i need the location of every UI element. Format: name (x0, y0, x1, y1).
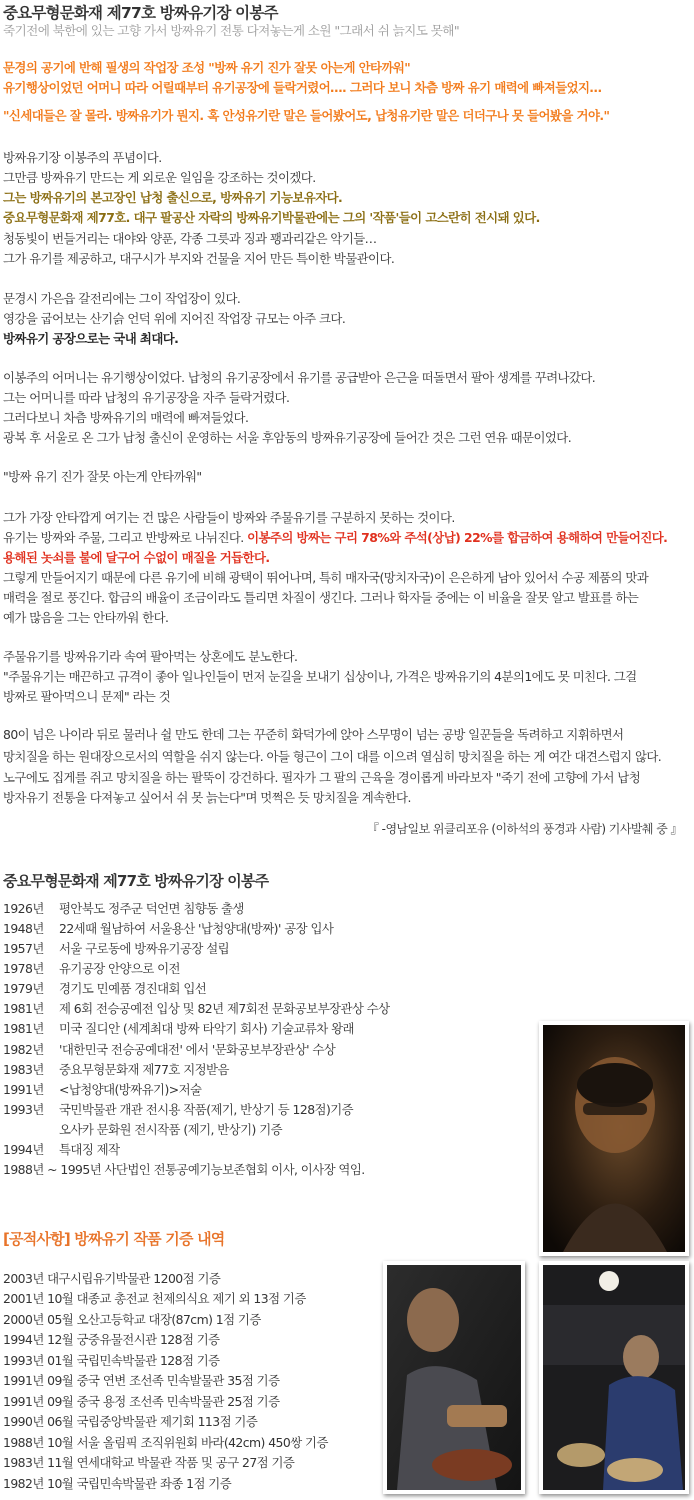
history-text: <납청양대(방짜유기)>저술 (59, 1082, 202, 1097)
p5-line (3, 528, 667, 548)
history-text: 특대징 제작 (59, 1142, 120, 1157)
history-text: '대한민국 전승공예대전' 에서 '문화공보부장관상' 수상 (59, 1042, 336, 1057)
history-text: 22세때 월남하여 서울용산 '납청양대(방짜)' 공장 입사 (59, 921, 334, 936)
p1-line: 방짜유기장 이봉주의 푸념이다. (3, 150, 162, 165)
history-row (3, 959, 180, 979)
history-row (3, 1120, 282, 1140)
history-text: 미국 질디안 (세계최대 방짜 타악기 회사) 기술교류차 왕래 (59, 1021, 354, 1036)
history-text: 서울 구로동에 방짜유기공장 설립 (59, 941, 230, 956)
donation-row: 1983년 11월 연세대학교 박물관 작품 및 공구 27점 기증 (3, 1455, 295, 1470)
p5-line-normal: 유기는 방짜와 주물, 그리고 반방짜로 나뉘진다. (3, 530, 248, 545)
history-row (3, 939, 229, 959)
article-source: 『 -영남일보 위클리포유 (이하석의 풍경과 사람) 기사발췌 중 』 (366, 822, 682, 836)
history-row (3, 1100, 353, 1120)
p5-line: 그렇게 만들어지기 때문에 다른 유기에 비해 광택이 뛰어나며, 특히 매자국(망치자국)이 은은하게 남아 있어서 수공 제품의 맛과 (3, 570, 649, 585)
p3-line: 이봉주의 어머니는 유기행상이었다. 납청의 유기공장에서 유기를 공급받아 은근을 떠돌면서 팔아 생계를 꾸려나갔다. (3, 370, 596, 385)
p6-line: "주물유기는 매끈하고 규격이 좋아 일나인들이 먼저 눈길을 보내기 십상이나, 가격은 방짜유기의 4분의1에도 못 미친다. 그걸 (3, 669, 637, 684)
donation-row: 2003년 대구시립유기박물관 1200점 기증 (3, 1271, 221, 1286)
history-year: 1983년 (3, 1062, 44, 1077)
lead-quote: "신세대들은 잘 몰라. 방짜유기가 뭔지. 혹 안성유기란 말은 들어봤어도, 납청유기란 말은 더더구나 못 들어봤을 거야." (3, 108, 610, 123)
history-text: 유기공장 안양으로 이전 (59, 961, 180, 976)
history-text: 제 6회 전승공예전 입상 및 82년 제7회전 문화공보부장관상 수상 (59, 1001, 390, 1016)
donation-row: 1991년 09월 중국 연변 조선족 민속발물관 35점 기증 (3, 1373, 280, 1388)
lead-line-1: 문경의 공기에 반해 필생의 작업장 조성 "방짜 유기 진가 잘못 아는게 안타까워" (3, 60, 411, 75)
history-row (3, 919, 333, 939)
portrait-photo (539, 1021, 689, 1256)
p7-line: 80이 넘은 나이라 뒤로 물러나 쉴 만도 한데 그는 꾸준히 화덕가에 앉아 스무명이 넘는 공방 일꾼들을 독려하고 지휘하면서 (3, 727, 624, 742)
p5-line-red: 이봉주의 방짜는 구리 78%와 주석(상납) 22%를 합금하여 용해하여 만들어진다. (247, 530, 668, 545)
craftsman-image-1 (387, 1265, 521, 1490)
lead-line-2: 유기행상이었던 어머니 따라 어릴때부터 유기공장에 들락거렸어…. 그러다 보니 차츰 방짜 유기 매력에 빠져들었지… (3, 80, 602, 95)
history-row (3, 1060, 229, 1080)
craftsman-photo-2 (539, 1261, 689, 1494)
p2-line: 문경시 가은읍 갈전리에는 그이 작업장이 있다. (3, 291, 241, 306)
donation-row: 1991년 09월 중국 용정 조선족 민속박물관 25점 기증 (3, 1394, 280, 1409)
history-text: 국민박물관 개관 전시용 작품(제기, 반상기 등 128점)기증 (59, 1102, 354, 1117)
history-text: 평안북도 정주군 덕언면 침향동 출생 (59, 901, 244, 916)
donation-row: 2000년 05월 오산고등학교 대장(87cm) 1점 기증 (3, 1312, 261, 1327)
p1-line-highlight: 그는 방짜유기의 본고장인 납청 출신으로, 방짜유기 기능보유자다. (3, 190, 343, 205)
history-row-last: 1988년 ~ 1995년 사단법인 전통공예기능보존협회 이사, 이사장 역임. (3, 1162, 365, 1177)
history-year: 1926년 (3, 901, 44, 916)
p5-line-red: 용해된 놋쇠를 불에 달구어 수없이 매질을 거듭한다. (3, 550, 270, 565)
p4-quote: "방짜 유기 진가 잘못 아는게 안타까워" (3, 469, 202, 484)
p5-line: 매력을 절로 풍긴다. 합금의 배율이 조금이라도 틀리면 차질이 생긴다. 그러나 학자들 중에는 이 비율을 잘못 알고 발표를 하는 (3, 590, 639, 605)
history-year: 1981년 (3, 1021, 44, 1036)
history-row (3, 899, 244, 919)
p5-line: 그가 가장 안타깝게 여기는 건 많은 사람들이 방짜와 주물유기를 구분하지 못하는 것이다. (3, 510, 455, 525)
history-year: 1948년 (3, 921, 44, 936)
history-heading: 중요무형문화재 제77호 방짜유기장 이봉주 (3, 872, 269, 890)
p6-line: 방짜로 팔아먹으니 문제" 라는 것 (3, 689, 171, 704)
page-title: 중요무형문화재 제77호 방짜유기장 이봉주 (3, 4, 278, 22)
p3-line: 광복 후 서울로 온 그가 납청 출신이 운영하는 서울 후암동의 방짜유기공장에 들어간 것은 그런 연유 때문이었다. (3, 430, 572, 445)
page-subtitle: 죽기전에 북한에 있는 고향 가서 방짜유기 전통 다져놓는게 소원 "그래서 쉬 늙지도 못해" (3, 23, 460, 38)
donations-heading: [공적사항] 방짜유기 작품 기증 내역 (3, 1230, 225, 1248)
history-row (3, 979, 206, 999)
donation-row: 1993년 01월 국립민속박물관 128점 기증 (3, 1353, 220, 1368)
donation-row: 1982년 10월 국립민속박물관 좌종 1점 기증 (3, 1476, 232, 1491)
history-year: 1957년 (3, 941, 44, 956)
history-text: 오사카 문화원 전시작품 (제기, 반상기) 기증 (59, 1122, 283, 1137)
p1-line: 그만큼 방짜유기 만드는 게 외로운 일임을 강조하는 것이겠다. (3, 170, 316, 185)
p2-line-highlight: 방짜유기 공장으로는 국내 최대다. (3, 331, 179, 346)
history-year: 1978년 (3, 961, 44, 976)
p7-line: 망치질을 하는 원대장으로서의 역할을 쉬지 않는다. 아들 형근이 그이 대를 이으려 열심히 망치질을 하는 게 여간 대견스럽지 않다. (3, 749, 662, 764)
history-row (3, 1080, 201, 1100)
p7-line: 방자유기 전통을 다져놓고 싶어서 쉬 못 늙는다"며 멋쩍은 듯 망치질을 계속한다. (3, 790, 411, 805)
history-year: 1994년 (3, 1142, 44, 1157)
history-row (3, 999, 390, 1019)
history-row (3, 1019, 354, 1039)
portrait-image (543, 1025, 685, 1252)
p3-line: 그는 어머니를 따라 납청의 유기공장을 자주 들락거렸다. (3, 390, 290, 405)
p7-line: 노구에도 집게를 쥐고 망치질을 하는 팔뚝이 강건하다. 필자가 그 팔의 근육을 경이롭게 바라보자 "죽기 전에 고향에 가서 납청 (3, 770, 641, 785)
donation-row: 1990년 06월 국립중앙박물관 제기회 113점 기증 (3, 1414, 258, 1429)
history-row (3, 1140, 120, 1160)
history-year: 1979년 (3, 981, 44, 996)
donation-row: 1994년 12월 궁중유물전시관 128점 기증 (3, 1332, 220, 1347)
history-year: 1993년 (3, 1102, 44, 1117)
p5-line: 예가 많음을 그는 안타까워 한다. (3, 610, 169, 625)
history-row (3, 1040, 335, 1060)
craftsman-photo-1 (383, 1261, 525, 1494)
p1-line-highlight: 중요무형문화재 제77호. 대구 팔공산 자락의 방짜유기박물관에는 그의 '작품'들이 고스란히 전시돼 있다. (3, 210, 540, 225)
history-text: 경기도 민예품 경진대회 입선 (59, 981, 207, 996)
history-year: 1991년 (3, 1082, 44, 1097)
donation-row: 2001년 10월 대종교 총전교 천제의식요 제기 외 13점 기증 (3, 1291, 306, 1306)
history-year: 1982년 (3, 1042, 44, 1057)
p6-line: 주물유기를 방짜유기라 속여 팔아먹는 상혼에도 분노한다. (3, 649, 298, 664)
p3-line: 그러다보니 차츰 방짜유기의 매력에 빠져들었다. (3, 410, 249, 425)
donation-row: 1988년 10월 서울 올림픽 조직위원회 바라(42cm) 450쌍 기증 (3, 1435, 328, 1450)
p2-line: 영강을 굽어보는 산기슭 언덕 위에 지어진 작업장 규모는 아주 크다. (3, 311, 346, 326)
craftsman-image-2 (543, 1265, 685, 1490)
history-text: 중요무형문화재 제77호 지정받음 (59, 1062, 229, 1077)
p1-line: 그가 유기를 제공하고, 대구시가 부지와 건물을 지어 만든 특이한 박물관이다. (3, 251, 395, 266)
history-year: 1981년 (3, 1001, 44, 1016)
p1-line: 청동빛이 번들거리는 대야와 양푼, 각종 그릇과 징과 꽹과리같은 악기들… (3, 231, 377, 246)
